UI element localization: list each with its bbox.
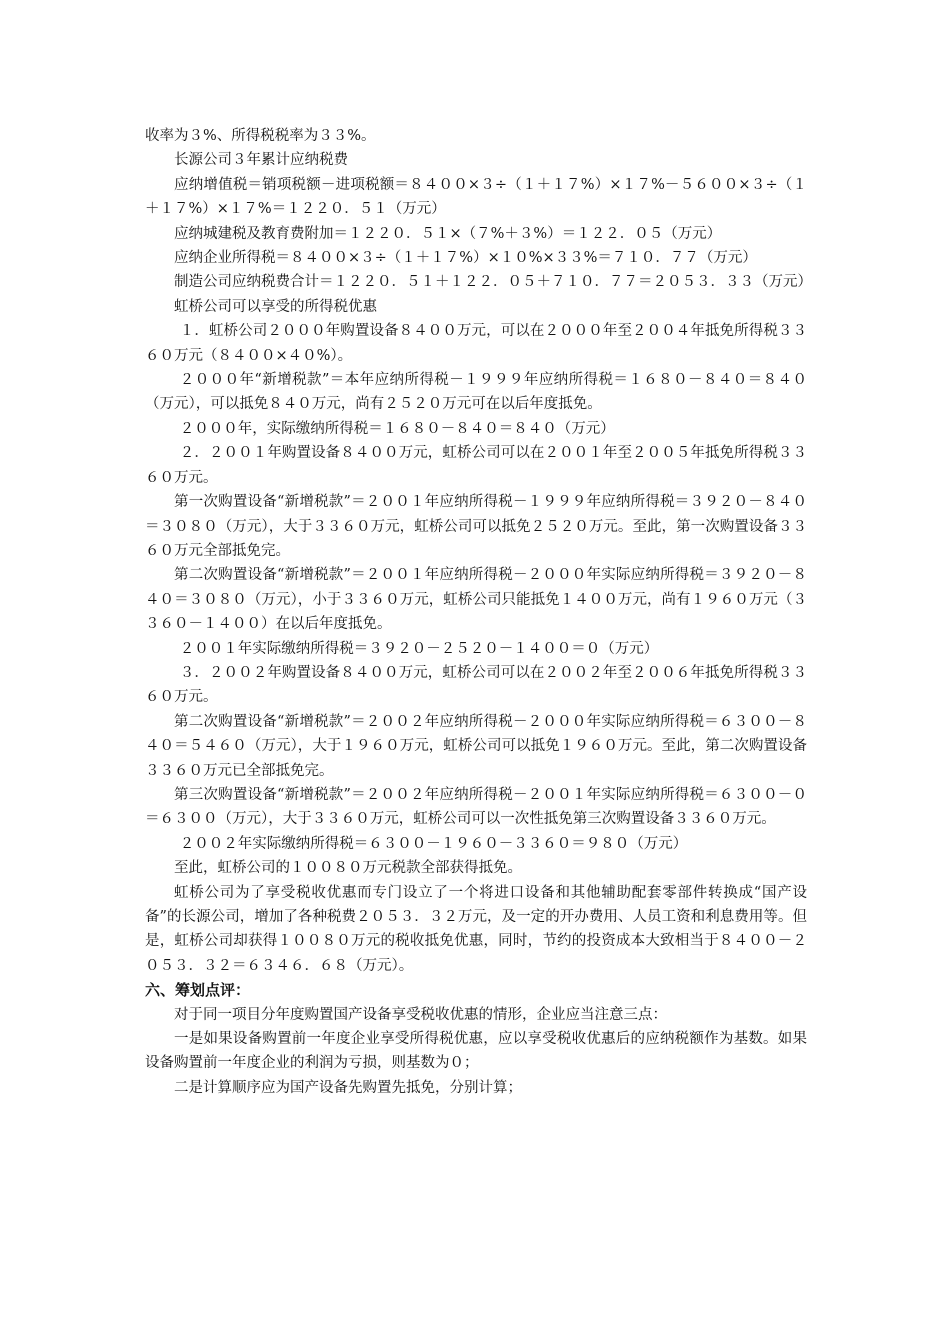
paragraph-2002-actual: ２００２年实际缴纳所得税＝６３００－１９６０－３３６０＝９８０（万元）	[179, 835, 688, 852]
review-point-2: 二是计算顺序应为国产设备先购置先抵免，分别计算；	[174, 1079, 522, 1096]
review-intro: 对于同一项目分年度购置国产设备享受税收优惠的情形，企业应当注意三点：	[174, 1006, 667, 1023]
paragraph-item-3: ３．２００２年购置设备８４００万元，虹桥公司可以在２００２年至２００６年抵免所得税３３６０万元。	[145, 664, 807, 706]
paragraph-third-purchase: 第三次购置设备“新增税款”＝２００２年应纳所得税－２００１年实际应纳所得税＝６３００－０＝６３００（万元），大于３３６０万元，虹桥公司可以一次性抵免第三次购置设备３３６０万元。	[145, 786, 807, 828]
paragraph-2001-actual: ２００１年实际缴纳所得税＝３９２０－２５２０－１４００＝０（万元）	[179, 640, 659, 657]
paragraph-item-1: １．虹桥公司２０００年购置设备８４００万元，可以在２０００年至２００４年抵免所得税３３６０万元（８４００×４０%）。	[145, 323, 807, 364]
paragraph-income-tax: 应纳企业所得税＝８４００×３÷（１＋１７%）×１０%×３３%＝７１０．７７（万元）	[174, 250, 757, 267]
paragraph-item-2: ２．２００１年购置设备８４００万元，虹桥公司可以在２００１年至２００５年抵免所得税３３６０万元。	[145, 445, 807, 486]
paragraph-vat: 应纳增值税＝销项税额－进项税额＝８４００×３÷（１＋１７%）×１７%－５６００×３÷（１＋１７%）×１７%＝１２２０．５１（万元）	[145, 176, 807, 218]
paragraph-conclusion: 至此，虹桥公司的１００８０万元税款全部获得抵免。	[174, 860, 522, 877]
paragraph-subtitle-hongqiao: 虹桥公司可以享受的所得税优惠	[174, 298, 377, 315]
document-body	[145, 124, 812, 1100]
paragraph-first-purchase: 第一次购置设备“新增税款”＝２００１年应纳所得税－１９９９年应纳所得税＝３９２０－８４０＝３０８０（万元），大于３３６０万元，虹桥公司可以抵免２５２０万元。至此，第一次购置设备３３６０万元全部抵免完。	[145, 494, 807, 559]
paragraph-city-tax: 应纳城建税及教育费附加＝１２２０．５１×（７%＋３%）＝１２２．０５（万元）	[174, 225, 722, 242]
section-heading: 六、筹划点评：	[145, 981, 251, 1000]
paragraph-second-purchase-2002: 第二次购置设备“新增税款”＝２００２年应纳所得税－２０００年实际应纳所得税＝６３００－８４０＝５４６０（万元），大于１９６０万元，虹桥公司可以抵免１９６０万元。至此，第二次购置设备３３６０万元已全部抵免完。	[145, 713, 807, 779]
paragraph-subtitle-changyuan: 长源公司３年累计应纳税费	[174, 152, 348, 169]
review-point-1: 一是如果设备购置前一年度企业享受所得税优惠，应以享受税收优惠后的应纳税额作为基数。如果设备购置前一年度企业的利润为亏损，则基数为０；	[145, 1031, 807, 1072]
paragraph-2000-new-tax: ２０００年“新增税款”＝本年应纳所得税－１９９９年应纳所得税＝１６８０－８４０＝８４０（万元），可以抵免８４０万元，尚有２５２０万元可在以后年度抵免。	[145, 372, 807, 413]
paragraph-continuation: 收率为３%、所得税税率为３３%。	[145, 128, 376, 144]
paragraph-total-tax: 制造公司应纳税费合计＝１２２０．５１＋１２２．０５＋７１０．７７＝２０５３．３３（万元）	[174, 274, 812, 291]
paragraph-2000-actual: ２０００年，实际缴纳所得税＝１６８０－８４０＝８４０（万元）	[179, 420, 615, 437]
paragraph-summary: 虹桥公司为了享受税收优惠而专门设立了一个将进口设备和其他辅助配套零部件转换成“国产设备”的长源公司，增加了各种税费２０５３．３２万元，及一定的开办费用、人员工资和利息费用等。但是，虹桥公司却获得１００８０万元的税收抵免优惠，同时，节约的投资成本大致相当于８４００－２０５３．３２＝６３４６．６８（万元）。	[145, 884, 807, 974]
paragraph-second-purchase-2001: 第二次购置设备“新增税款”＝２００１年应纳所得税－２０００年实际应纳所得税＝３９２０－８４０＝３０８０（万元），小于３３６０万元，虹桥公司只能抵免１４００万元，尚有１９６０万元（３３６０－１４００）在以后年度抵免。	[145, 567, 807, 633]
